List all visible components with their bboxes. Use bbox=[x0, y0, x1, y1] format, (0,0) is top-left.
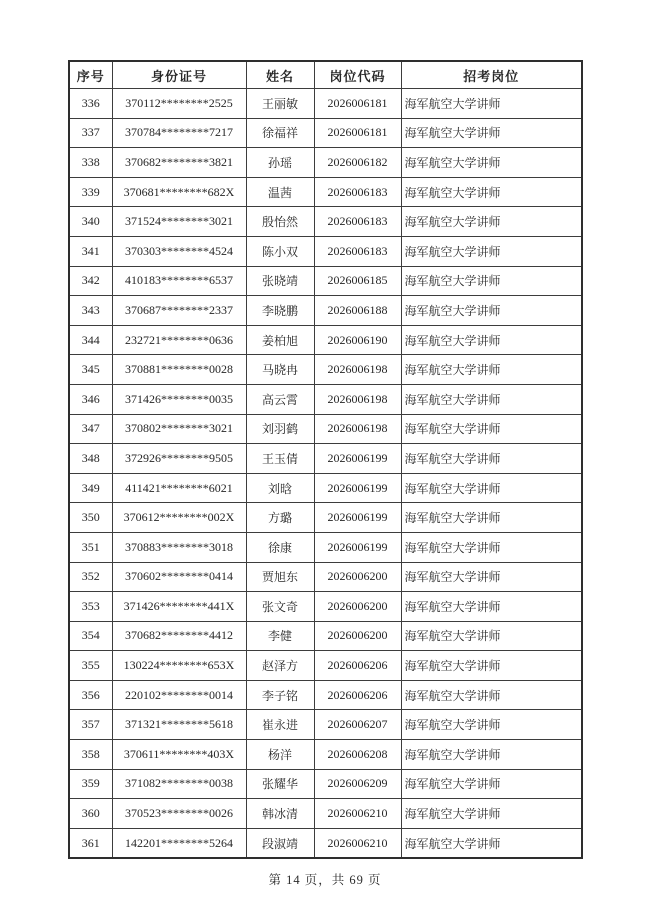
cell-position-code: 2026006185 bbox=[314, 266, 401, 296]
table-row bbox=[69, 710, 582, 740]
table-row bbox=[69, 414, 582, 444]
cell-id-number: 410183********6537 bbox=[112, 266, 246, 296]
cell-position-code: 2026006181 bbox=[314, 118, 401, 148]
cell-serial-number: 349 bbox=[69, 473, 112, 503]
cell-serial-number: 337 bbox=[69, 118, 112, 148]
cell-serial-number: 352 bbox=[69, 562, 112, 592]
cell-id-number: 370602********0414 bbox=[112, 562, 246, 592]
header-position-code: 岗位代码 bbox=[314, 61, 401, 89]
cell-position-title: 海军航空大学讲师 bbox=[401, 769, 582, 799]
table-row bbox=[69, 177, 582, 207]
cell-position-title: 海军航空大学讲师 bbox=[401, 296, 582, 326]
table-row bbox=[69, 562, 582, 592]
cell-name: 王丽敏 bbox=[246, 89, 314, 119]
cell-id-number: 370523********0026 bbox=[112, 799, 246, 829]
cell-name: 赵泽方 bbox=[246, 651, 314, 681]
cell-position-code: 2026006181 bbox=[314, 89, 401, 119]
table-row bbox=[69, 503, 582, 533]
table-body bbox=[69, 89, 582, 859]
cell-id-number: 220102********0014 bbox=[112, 680, 246, 710]
cell-id-number: 371524********3021 bbox=[112, 207, 246, 237]
cell-serial-number: 338 bbox=[69, 148, 112, 178]
cell-serial-number: 358 bbox=[69, 740, 112, 770]
cell-serial-number: 342 bbox=[69, 266, 112, 296]
cell-serial-number: 340 bbox=[69, 207, 112, 237]
cell-position-code: 2026006198 bbox=[314, 355, 401, 385]
cell-name: 方璐 bbox=[246, 503, 314, 533]
cell-position-title: 海军航空大学讲师 bbox=[401, 651, 582, 681]
cell-serial-number: 360 bbox=[69, 799, 112, 829]
cell-position-code: 2026006206 bbox=[314, 680, 401, 710]
cell-position-code: 2026006199 bbox=[314, 444, 401, 474]
cell-serial-number: 347 bbox=[69, 414, 112, 444]
cell-name: 王玉倩 bbox=[246, 444, 314, 474]
table-row bbox=[69, 680, 582, 710]
cell-position-title: 海军航空大学讲师 bbox=[401, 325, 582, 355]
cell-position-code: 2026006209 bbox=[314, 769, 401, 799]
cell-serial-number: 356 bbox=[69, 680, 112, 710]
table-row bbox=[69, 532, 582, 562]
table-row bbox=[69, 296, 582, 326]
header-position-title: 招考岗位 bbox=[401, 61, 582, 89]
cell-serial-number: 346 bbox=[69, 384, 112, 414]
cell-serial-number: 353 bbox=[69, 592, 112, 622]
cell-serial-number: 355 bbox=[69, 651, 112, 681]
table-row bbox=[69, 444, 582, 474]
cell-id-number: 370303********4524 bbox=[112, 236, 246, 266]
cell-position-title: 海军航空大学讲师 bbox=[401, 799, 582, 829]
cell-name: 崔永进 bbox=[246, 710, 314, 740]
cell-id-number: 371426********0035 bbox=[112, 384, 246, 414]
cell-name: 温茜 bbox=[246, 177, 314, 207]
cell-name: 杨洋 bbox=[246, 740, 314, 770]
table-row bbox=[69, 651, 582, 681]
cell-name: 李子铭 bbox=[246, 680, 314, 710]
cell-id-number: 370687********2337 bbox=[112, 296, 246, 326]
cell-name: 徐康 bbox=[246, 532, 314, 562]
cell-position-code: 2026006198 bbox=[314, 414, 401, 444]
cell-position-title: 海军航空大学讲师 bbox=[401, 710, 582, 740]
table-row bbox=[69, 148, 582, 178]
table-row bbox=[69, 355, 582, 385]
cell-name: 段淑靖 bbox=[246, 828, 314, 858]
table-row bbox=[69, 89, 582, 119]
page-number-text: 第 14 页，共 69 页 bbox=[268, 873, 382, 887]
cell-id-number: 371082********0038 bbox=[112, 769, 246, 799]
cell-position-title: 海军航空大学讲师 bbox=[401, 828, 582, 858]
cell-position-code: 2026006198 bbox=[314, 384, 401, 414]
cell-id-number: 370682********4412 bbox=[112, 621, 246, 651]
cell-id-number: 411421********6021 bbox=[112, 473, 246, 503]
cell-position-title: 海军航空大学讲师 bbox=[401, 207, 582, 237]
cell-id-number: 130224********653X bbox=[112, 651, 246, 681]
cell-position-code: 2026006210 bbox=[314, 799, 401, 829]
cell-position-title: 海军航空大学讲师 bbox=[401, 414, 582, 444]
table-row bbox=[69, 769, 582, 799]
cell-name: 马晓冉 bbox=[246, 355, 314, 385]
table-row bbox=[69, 325, 582, 355]
cell-serial-number: 341 bbox=[69, 236, 112, 266]
header-serial-number: 序号 bbox=[69, 61, 112, 89]
table-row bbox=[69, 592, 582, 622]
cell-id-number: 370802********3021 bbox=[112, 414, 246, 444]
cell-position-code: 2026006208 bbox=[314, 740, 401, 770]
table-row bbox=[69, 236, 582, 266]
cell-position-title: 海军航空大学讲师 bbox=[401, 236, 582, 266]
cell-name: 张晓靖 bbox=[246, 266, 314, 296]
cell-position-code: 2026006182 bbox=[314, 148, 401, 178]
cell-position-code: 2026006200 bbox=[314, 621, 401, 651]
cell-position-code: 2026006200 bbox=[314, 592, 401, 622]
cell-id-number: 142201********5264 bbox=[112, 828, 246, 858]
cell-name: 陈小双 bbox=[246, 236, 314, 266]
cell-name: 殷怡然 bbox=[246, 207, 314, 237]
cell-serial-number: 361 bbox=[69, 828, 112, 858]
cell-position-title: 海军航空大学讲师 bbox=[401, 355, 582, 385]
recruitment-roster-table bbox=[68, 60, 583, 859]
cell-name: 李健 bbox=[246, 621, 314, 651]
cell-id-number: 370784********7217 bbox=[112, 118, 246, 148]
table-row bbox=[69, 799, 582, 829]
cell-serial-number: 343 bbox=[69, 296, 112, 326]
cell-name: 刘晗 bbox=[246, 473, 314, 503]
cell-position-code: 2026006207 bbox=[314, 710, 401, 740]
table-header-row bbox=[69, 61, 582, 89]
cell-id-number: 371321********5618 bbox=[112, 710, 246, 740]
cell-position-code: 2026006199 bbox=[314, 532, 401, 562]
cell-position-title: 海军航空大学讲师 bbox=[401, 503, 582, 533]
cell-position-title: 海军航空大学讲师 bbox=[401, 532, 582, 562]
cell-name: 姜柏旭 bbox=[246, 325, 314, 355]
cell-position-title: 海军航空大学讲师 bbox=[401, 384, 582, 414]
table-row bbox=[69, 266, 582, 296]
cell-name: 刘羽鹤 bbox=[246, 414, 314, 444]
header-name: 姓名 bbox=[246, 61, 314, 89]
cell-position-title: 海军航空大学讲师 bbox=[401, 740, 582, 770]
cell-position-title: 海军航空大学讲师 bbox=[401, 592, 582, 622]
cell-name: 张文奇 bbox=[246, 592, 314, 622]
table-row bbox=[69, 384, 582, 414]
cell-name: 张耀华 bbox=[246, 769, 314, 799]
table-row bbox=[69, 828, 582, 858]
cell-serial-number: 357 bbox=[69, 710, 112, 740]
cell-serial-number: 344 bbox=[69, 325, 112, 355]
cell-name: 李晓鹏 bbox=[246, 296, 314, 326]
cell-position-code: 2026006188 bbox=[314, 296, 401, 326]
cell-name: 孙瑶 bbox=[246, 148, 314, 178]
cell-position-code: 2026006199 bbox=[314, 473, 401, 503]
cell-position-title: 海军航空大学讲师 bbox=[401, 680, 582, 710]
cell-serial-number: 336 bbox=[69, 89, 112, 119]
cell-name: 高云霄 bbox=[246, 384, 314, 414]
cell-position-title: 海军航空大学讲师 bbox=[401, 562, 582, 592]
cell-id-number: 370112********2525 bbox=[112, 89, 246, 119]
cell-position-title: 海军航空大学讲师 bbox=[401, 266, 582, 296]
table-row bbox=[69, 740, 582, 770]
cell-name: 徐福祥 bbox=[246, 118, 314, 148]
table-row bbox=[69, 621, 582, 651]
cell-position-code: 2026006199 bbox=[314, 503, 401, 533]
cell-id-number: 370883********3018 bbox=[112, 532, 246, 562]
cell-position-title: 海军航空大学讲师 bbox=[401, 118, 582, 148]
cell-id-number: 371426********441X bbox=[112, 592, 246, 622]
table-row bbox=[69, 473, 582, 503]
cell-serial-number: 354 bbox=[69, 621, 112, 651]
cell-id-number: 372926********9505 bbox=[112, 444, 246, 474]
table-row bbox=[69, 118, 582, 148]
cell-position-code: 2026006200 bbox=[314, 562, 401, 592]
cell-id-number: 370881********0028 bbox=[112, 355, 246, 385]
cell-position-code: 2026006183 bbox=[314, 177, 401, 207]
cell-id-number: 232721********0636 bbox=[112, 325, 246, 355]
cell-position-code: 2026006183 bbox=[314, 207, 401, 237]
cell-position-title: 海军航空大学讲师 bbox=[401, 177, 582, 207]
cell-id-number: 370611********403X bbox=[112, 740, 246, 770]
cell-position-title: 海军航空大学讲师 bbox=[401, 621, 582, 651]
cell-position-title: 海军航空大学讲师 bbox=[401, 89, 582, 119]
page-footer bbox=[0, 870, 650, 888]
cell-serial-number: 339 bbox=[69, 177, 112, 207]
cell-name: 贾旭东 bbox=[246, 562, 314, 592]
cell-position-code: 2026006183 bbox=[314, 236, 401, 266]
header-id-number: 身份证号 bbox=[112, 61, 246, 89]
cell-id-number: 370612********002X bbox=[112, 503, 246, 533]
cell-position-code: 2026006190 bbox=[314, 325, 401, 355]
cell-position-title: 海军航空大学讲师 bbox=[401, 444, 582, 474]
cell-position-code: 2026006210 bbox=[314, 828, 401, 858]
cell-serial-number: 351 bbox=[69, 532, 112, 562]
cell-position-title: 海军航空大学讲师 bbox=[401, 148, 582, 178]
cell-serial-number: 345 bbox=[69, 355, 112, 385]
cell-serial-number: 350 bbox=[69, 503, 112, 533]
cell-name: 韩冰清 bbox=[246, 799, 314, 829]
cell-id-number: 370681********682X bbox=[112, 177, 246, 207]
cell-serial-number: 359 bbox=[69, 769, 112, 799]
cell-position-title: 海军航空大学讲师 bbox=[401, 473, 582, 503]
cell-position-code: 2026006206 bbox=[314, 651, 401, 681]
cell-serial-number: 348 bbox=[69, 444, 112, 474]
cell-id-number: 370682********3821 bbox=[112, 148, 246, 178]
table-row bbox=[69, 207, 582, 237]
